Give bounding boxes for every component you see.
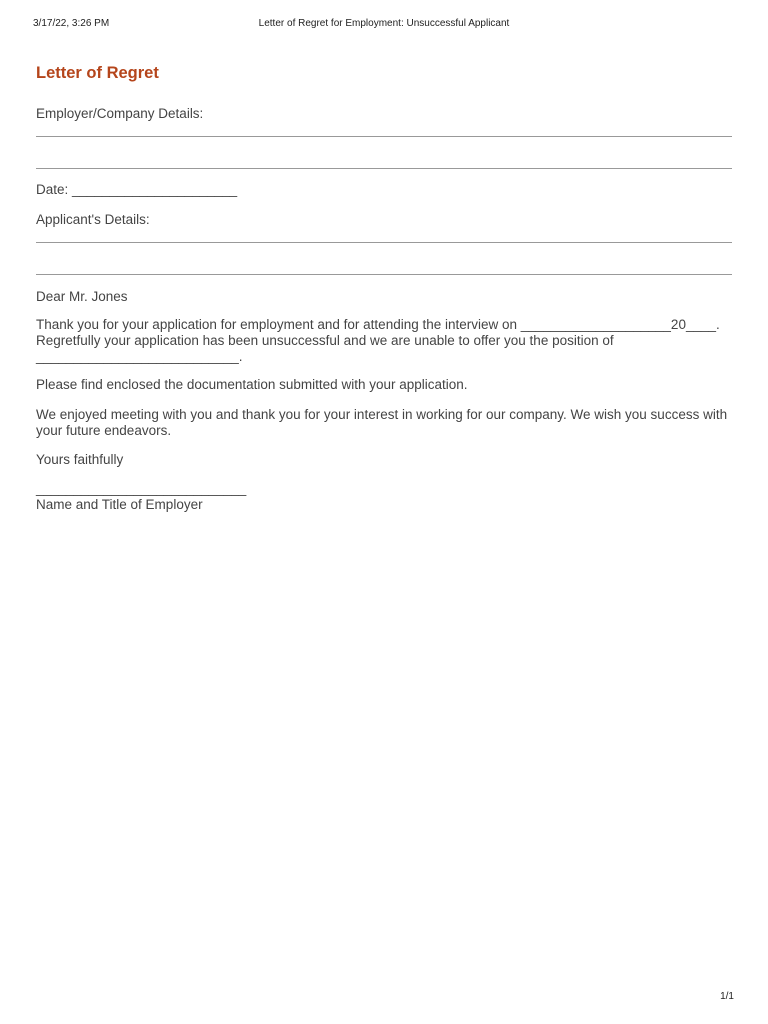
applicant-details-line-2	[36, 274, 732, 275]
paragraph-interview-line-2: Regretfully your application has been unsuccessful and we are unable to offer you the position of	[36, 333, 614, 348]
paragraph-documentation: Please find enclosed the documentation submitted with your application.	[36, 377, 468, 392]
letter-title: Letter of Regret	[36, 64, 159, 82]
signature-label: Name and Title of Employer	[36, 497, 203, 512]
date-line: Date: ______________________	[36, 182, 238, 197]
paragraph-interview	[36, 317, 732, 365]
print-page-title: Letter of Regret for Employment: Unsuccessful Applicant	[258, 18, 510, 29]
signature-line: ____________________________	[36, 481, 247, 496]
paragraph-wishes	[36, 407, 732, 439]
applicant-details-line-1	[36, 242, 732, 243]
paragraph-wishes-line-2: your future endeavors.	[36, 423, 172, 438]
letter-document	[36, 62, 732, 513]
salutation: Dear Mr. Jones	[36, 289, 128, 304]
paragraph-interview-line-3: ___________________________.	[36, 349, 243, 364]
employer-details-label: Employer/Company Details:	[36, 106, 204, 121]
page-number: 1/1	[720, 991, 734, 1002]
print-datetime: 3/17/22, 3:26 PM	[33, 18, 110, 29]
paragraph-interview-line-1: Thank you for your application for employment and for attending the interview on ____________________20____.	[36, 317, 720, 332]
print-header	[0, 18, 768, 32]
paragraph-wishes-line-1: We enjoyed meeting with you and thank you for your interest in working for our company. We wish you success with	[36, 407, 728, 422]
employer-details-line-2	[36, 168, 732, 169]
employer-details-line-1	[36, 136, 732, 137]
applicant-details-label: Applicant's Details:	[36, 212, 150, 227]
closing: Yours faithfully	[36, 452, 124, 467]
